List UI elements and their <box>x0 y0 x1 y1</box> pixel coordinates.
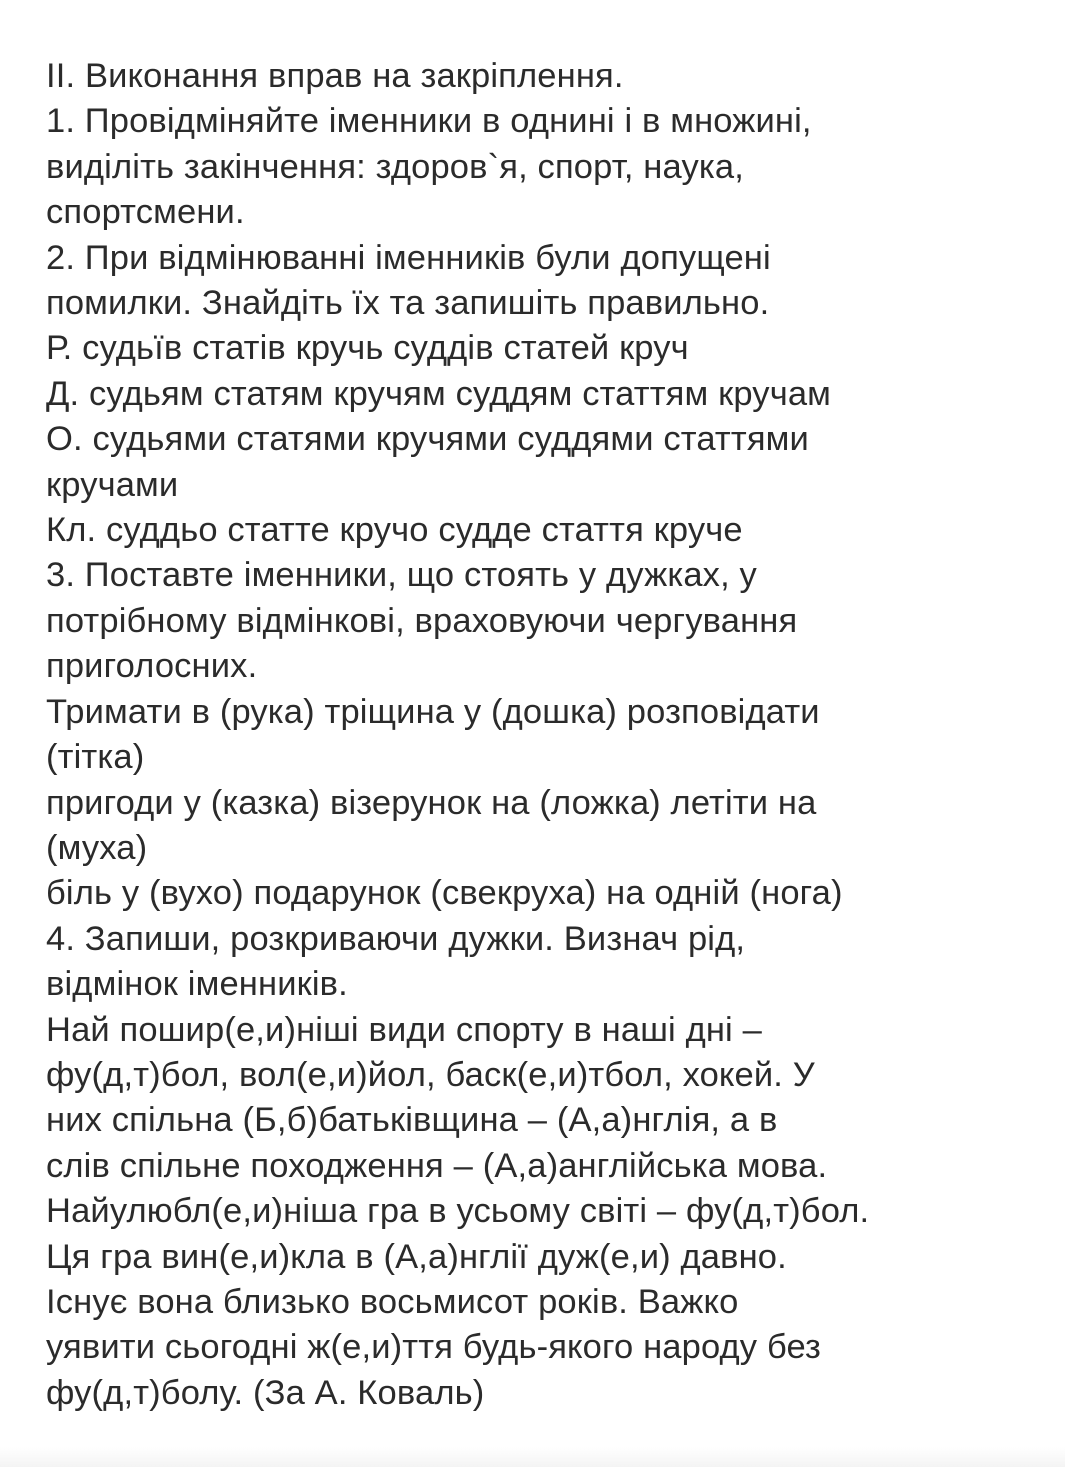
exercise-4-text-line: фу(д,т)бол, вол(е,и)йол, баск(е,и)тбол, хокей. У <box>46 1055 815 1094</box>
exercise-2-line: помилки. Знайдіть їх та запишіть правильно. <box>46 284 770 323</box>
exercise-1-line: виділіть закінчення: здоров`я, спорт, наука, <box>46 147 744 186</box>
exercise-4-text-line: них спільна (Б,б)батьківщина – (А,а)нглія, а в <box>46 1101 778 1140</box>
declension-row-dative: Д. судьям статям кручям суддям статтям кручам <box>46 374 832 413</box>
exercise-4-text-line: Найулюбл(е,и)ніша гра в усьому світі – фу(д,т)бол. <box>46 1192 870 1231</box>
exercise-2-line: 2. При відмінюванні іменників були допущені <box>46 238 771 277</box>
exercise-3-line: приголосних. <box>46 647 258 686</box>
bottom-edge-shade <box>0 1447 1065 1467</box>
declension-row-instrumental: О. судьями статями кручями суддями статтями <box>46 420 809 459</box>
exercise-4-text-line: Існує вона близько восьмисот років. Важко <box>46 1282 739 1321</box>
exercise-1-line: спортсмени. <box>46 193 245 232</box>
exercise-3-task-line: (муха) <box>46 828 148 867</box>
exercise-1-line: 1. Провідміняйте іменники в однині і в множині, <box>46 102 812 141</box>
exercise-3-task-line: біль у (вухо) подарунок (свекруха) на одній (нога) <box>46 874 843 913</box>
declension-row-vocative: Кл. суддьо статте кручо судде стаття круче <box>46 511 743 550</box>
exercise-4-text-line: уявити сьогодні ж(е,и)ття будь-якого народу без <box>46 1328 822 1367</box>
section-heading: II. Виконання вправ на закріплення. <box>46 57 624 95</box>
declension-row-genitive: Р. судьїв статів кручь суддів статей круч <box>46 329 689 368</box>
exercise-4-line: відмінок іменників. <box>46 965 348 1004</box>
exercise-4-text-line: фу(д,т)болу. (За А. Коваль) <box>46 1373 485 1412</box>
exercise-4-text-line: Най пошир(е,и)ніші види спорту в наші дні – <box>46 1010 762 1049</box>
exercise-3-task-line: (тітка) <box>46 738 145 777</box>
exercise-4-text-line: слів спільне походження – (А,а)англійська мова. <box>46 1146 828 1185</box>
declension-row-instrumental: кручами <box>46 465 179 504</box>
exercise-text <box>46 54 1045 1416</box>
exercise-4-text-line: Ця гра вин(е,и)кла в (А,а)нглії дуж(е,и) давно. <box>46 1237 787 1276</box>
exercise-3-line: потрібному відмінкові, враховуючи чергування <box>46 601 798 640</box>
exercise-3-task-line: пригоди у (казка) візерунок на (ложка) летіти на <box>46 783 817 822</box>
exercise-4-line: 4. Запиши, розкриваючи дужки. Визнач рід, <box>46 919 746 958</box>
exercise-3-line: 3. Поставте іменники, що стоять у дужках, у <box>46 556 757 595</box>
exercise-3-task-line: Тримати в (рука) тріщина у (дошка) розповідати <box>46 692 820 731</box>
